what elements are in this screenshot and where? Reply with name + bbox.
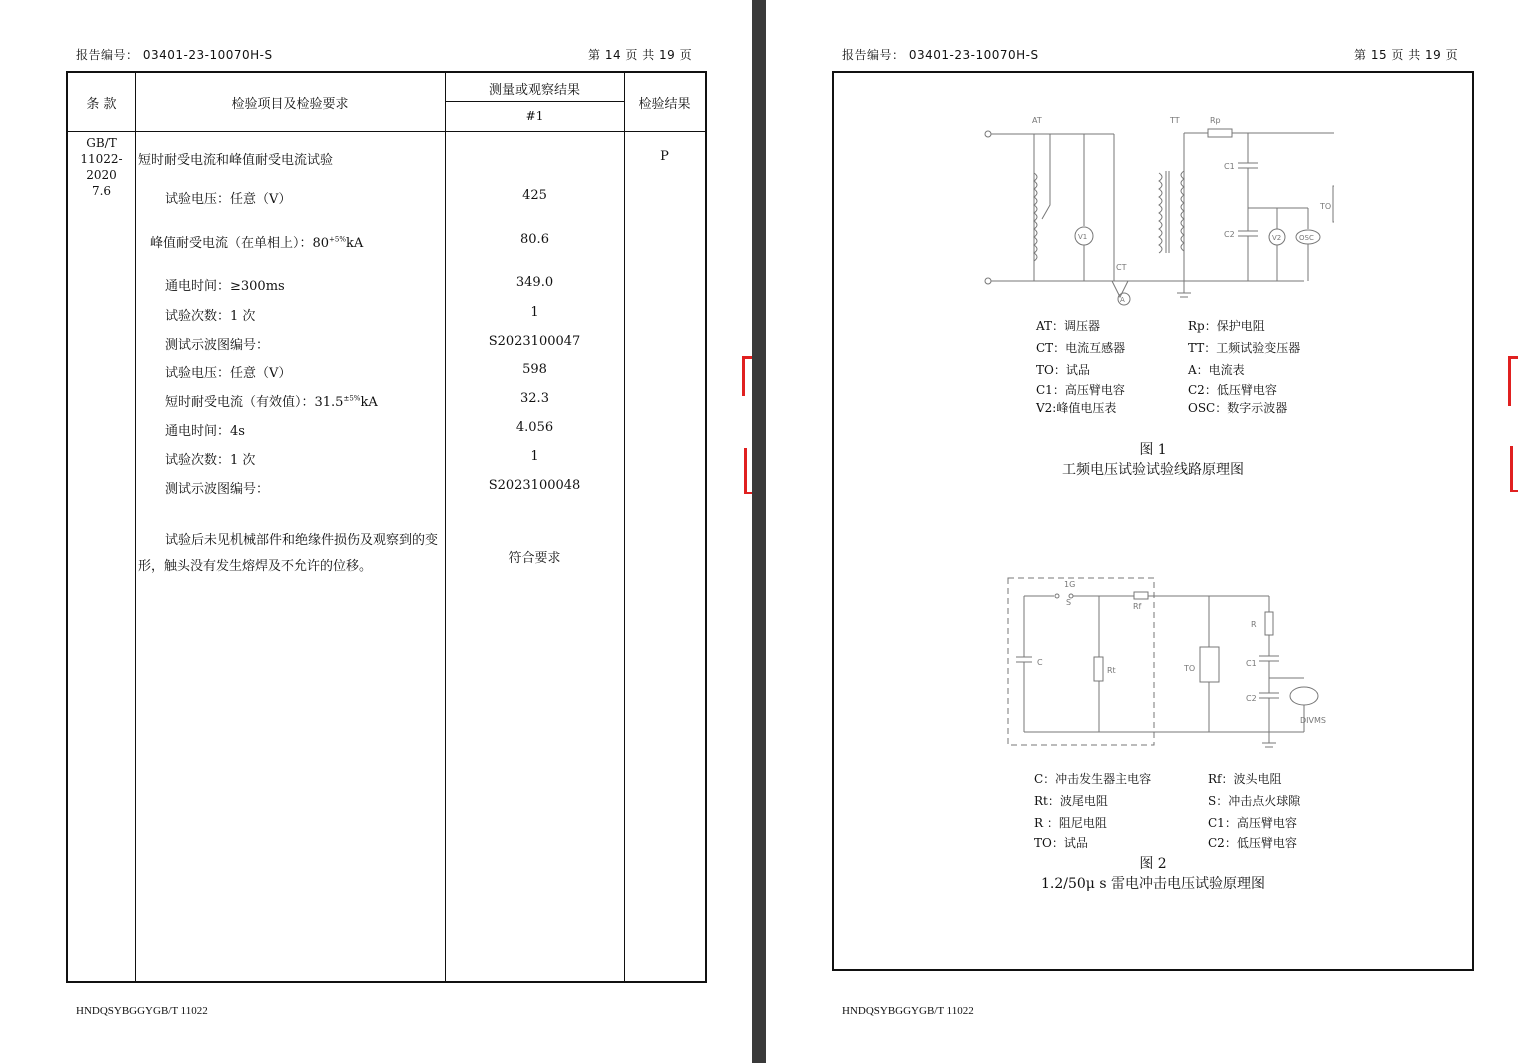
report-number <box>76 46 273 63</box>
figure-frame <box>832 71 1474 971</box>
label-at: AT <box>1032 116 1042 125</box>
figure-2-circuit <box>1004 575 1334 755</box>
label-tt: TT <box>1170 116 1180 125</box>
tolerance-sup: +5% <box>329 235 347 244</box>
row-item: 试验次数：1 次 <box>165 309 256 324</box>
row-value: 4.056 <box>515 420 554 435</box>
inspection-table <box>66 71 707 983</box>
row-item: 测试示波图编号： <box>165 338 270 353</box>
header-item: 检验项目及检验要求 <box>231 97 349 112</box>
label-s: S <box>1066 598 1072 607</box>
legend-entry: Rt：波尾电阻 <box>1034 794 1108 808</box>
section-verdict: P <box>660 149 669 164</box>
label-rp: Rp <box>1210 116 1221 125</box>
row-item: 通电时间：4s <box>165 424 245 439</box>
remark-value: 符合要求 <box>508 551 561 566</box>
legend-entry: TO：试品 <box>1034 836 1088 850</box>
row-value: 1 <box>530 305 539 320</box>
page-indicator: 第 15 页 共 19 页 <box>1354 48 1459 62</box>
clause-ref <box>68 135 135 199</box>
label-t0: TO <box>1320 202 1332 211</box>
unit: kA <box>360 395 378 410</box>
label-divms: DIVMS <box>1300 716 1326 725</box>
report-number-value: 03401-23-10070H-S <box>908 48 1039 62</box>
label-1g: 1G <box>1064 580 1076 589</box>
label-osc: OSC <box>1299 234 1314 242</box>
row-item: 试验电压：任意（V） <box>165 366 292 381</box>
label-a: A <box>1120 296 1125 304</box>
label-rf: Rf <box>1133 602 1142 611</box>
report-page-15 <box>766 0 1518 1063</box>
legend-entry: R ：阻尼电阻 <box>1034 816 1107 830</box>
row-item: 测试示波图编号： <box>165 482 270 497</box>
label-v1: V1 <box>1078 233 1088 241</box>
figure-2-caption: 1.2/50μ s 雷电冲击电压试验原理图 <box>1041 876 1265 892</box>
page-indicator: 第 14 页 共 19 页 <box>588 48 693 62</box>
legend-entry: C1：高压臂电容 <box>1036 383 1125 397</box>
row-value: 1 <box>530 449 539 464</box>
row-item: 试验电压：任意（V） <box>165 192 292 207</box>
legend-entry: OSC：数字示波器 <box>1188 401 1288 415</box>
header-sample: #1 <box>525 109 544 123</box>
row-value: S2023100048 <box>488 478 581 493</box>
clause-line: 11022-2020 <box>80 152 123 182</box>
remark-line: 试验后未见机械部件和绝缘件损伤及观察到的变 <box>165 533 439 548</box>
footer-code: HNDQSYBGGYGB/T 11022 <box>842 1005 974 1017</box>
row-value: 349.0 <box>515 275 554 290</box>
report-page-14 <box>0 0 752 1063</box>
header-clause: 条 款 <box>86 97 117 112</box>
seal-fragment <box>1510 446 1518 492</box>
report-number-label: 报告编号： <box>842 48 905 62</box>
label-ct: CT <box>1116 263 1127 272</box>
row-value: 80.6 <box>520 232 549 247</box>
page-divider <box>752 0 766 1063</box>
report-number-label: 报告编号： <box>76 48 139 62</box>
row-item: 试验次数：1 次 <box>165 453 256 468</box>
row-item <box>150 232 363 251</box>
legend-entry: A：电流表 <box>1188 363 1245 377</box>
figure-1-number: 图 1 <box>1139 442 1167 458</box>
label-r: R <box>1251 620 1257 629</box>
legend-entry: C1：高压臂电容 <box>1208 816 1297 830</box>
row-value: 598 <box>522 362 547 377</box>
row-value: S2023100047 <box>488 334 581 349</box>
row-item-text: 峰值耐受电流（在单相上）：80 <box>150 236 330 251</box>
legend-entry: S：冲击点火球隙 <box>1208 794 1301 808</box>
figure-1-caption: 工频电压试验试验线路原理图 <box>1062 462 1244 478</box>
unit: kA <box>346 236 364 251</box>
label-rt: Rt <box>1107 666 1116 675</box>
legend-entry: C：冲击发生器主电容 <box>1034 772 1152 786</box>
legend-entry: C2：低压臂电容 <box>1188 383 1277 397</box>
report-number-value: 03401-23-10070H-S <box>142 48 273 62</box>
report-number <box>842 46 1039 63</box>
row-value: 32.3 <box>520 391 549 406</box>
legend-entry: AT：调压器 <box>1036 319 1101 333</box>
label-c1: C1 <box>1224 162 1235 171</box>
header-verdict: 检验结果 <box>638 97 691 112</box>
legend-entry: C2：低压臂电容 <box>1208 836 1297 850</box>
legend-entry: CT：电流互感器 <box>1036 341 1126 355</box>
label-c1: C1 <box>1246 659 1257 668</box>
row-item <box>165 391 378 410</box>
seal-fragment <box>742 356 752 396</box>
label-t0: TO <box>1184 664 1196 673</box>
label-v2: V2 <box>1272 234 1282 242</box>
label-c2: C2 <box>1246 694 1257 703</box>
figure-1-circuit <box>974 113 1334 313</box>
figure-2-number: 图 2 <box>1139 856 1167 872</box>
section-title: 短时耐受电流和峰值耐受电流试验 <box>138 153 334 168</box>
legend-entry: Rf：波头电阻 <box>1208 772 1282 786</box>
clause-line: GB/T <box>86 136 117 150</box>
legend-entry: TT：工频试验变压器 <box>1188 341 1301 355</box>
label-c2: C2 <box>1224 230 1235 239</box>
row-item: 通电时间：≥300ms <box>165 279 285 294</box>
remark-line: 形，触头没有发生熔焊及不允许的位移。 <box>138 559 373 574</box>
footer-code: HNDQSYBGGYGB/T 11022 <box>76 1005 208 1017</box>
header-result-group: 测量或观察结果 <box>488 83 580 98</box>
row-value: 425 <box>522 188 547 203</box>
seal-fragment <box>744 448 752 494</box>
clause-line: 7.6 <box>91 184 112 198</box>
legend-entry: Rp：保护电阻 <box>1188 319 1265 333</box>
row-item-text: 短时耐受电流（有效值）：31.5 <box>165 395 344 410</box>
legend-entry: V2:峰值电压表 <box>1036 401 1117 415</box>
label-c: C <box>1037 658 1043 667</box>
tolerance-sup: ±5% <box>343 394 361 403</box>
legend-entry: TO：试品 <box>1036 363 1090 377</box>
seal-fragment <box>1508 356 1518 406</box>
